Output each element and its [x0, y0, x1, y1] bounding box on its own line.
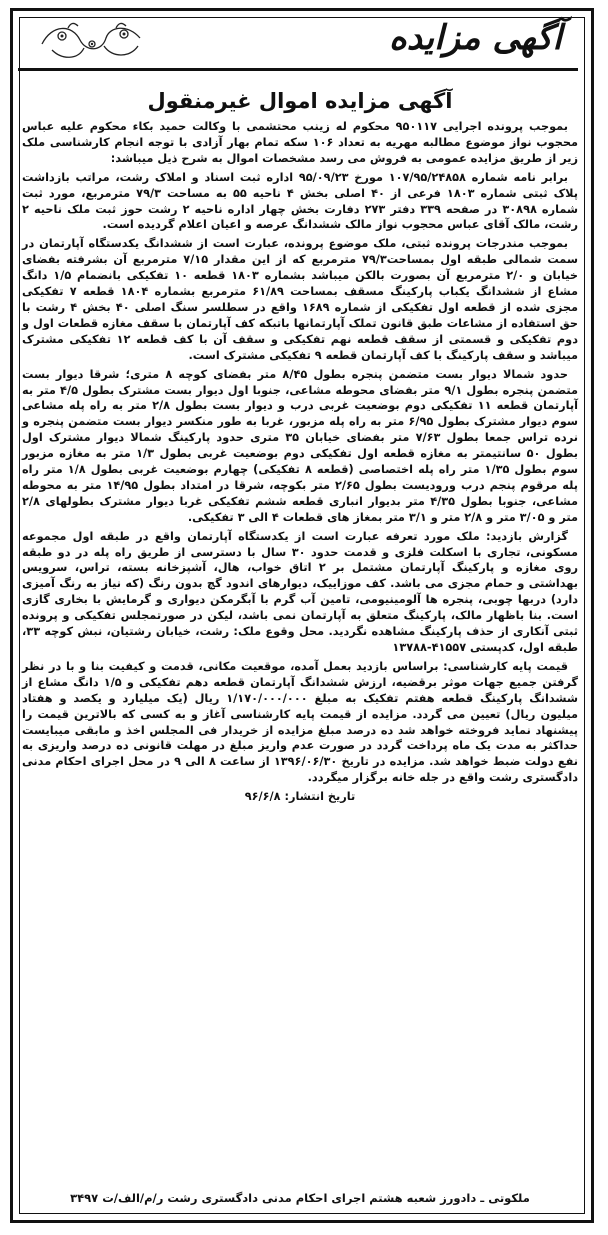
banner-divider — [18, 68, 578, 71]
paragraph-property-description: بموجب مندرجات پرونده ثبتی، ملک موضوع پرونده، عبارت است از ششدانگ یکدستگاه آپارتمان در سمت شمالی طبقه اول بمساحت۷۹/۳ مترمربع که از این مقدار ۷/۱۵ مترمربع آن بشرفته بفضای خیابان و ۲/۰ مترمربع آن بصورت بالکن میباشد بشماره ۱۸۰۳ قطعه ۱۰ تفکیکی بانضمام ۱/۵ دانگ مشاع از ششدانگ یکباب پارکینگ مسقف بمساحت ۶۱/۸۹ مترمربع بشماره ۱۸۰۴ قطعه ۷ تفکیکی مجزی شده از قطعه اول تفکیکی از شماره ۱۶۸۹ واقع در سطلسر سنگ اصلی ۴۰ بخش ۴ رشت با حق استفاده از مشاعات طبق قانون تملک آپارتمانها باتبکه کف آپارتمان با سقف مغازه قطعات اول و دوم تفکیکی و قسمتی از سقف قطعه نهم تفکیکی و سقف آن با کف قطعه ۱۲ تفکیکی مشترک میباشد و سقف پارکینگ با کف آپارتمان قطعه ۹ تفکیکی مشترک است. — [22, 237, 579, 362]
notice-body — [22, 86, 578, 1214]
floral-ornament-icon — [32, 16, 152, 66]
banner-title: آگهی مزایده — [388, 18, 562, 58]
signature-line: ملکوتی ـ دادورز شعبه هشتم اجرای احکام مدنی دادگستری رشت ر/م/الف/ت ۳۴۹۷ — [70, 1191, 530, 1205]
paragraph-inspection-report: گزارش بازدید: ملک مورد تعرفه عبارت است از یکدستگاه آپارتمان واقع در طبقه اول مجموعه مسکونی، تجاری با اسکلت فلزی و قدمت حدود ۳۰ سال با دسترسی از طریق راه پله در دو طبقه روی مغازه و پارکینگ آپارتمان مشتمل بر ۲ اتاق خواب، هال، آشپزخانه بسته، تراس، سرویس بهداشتی و حمام مجزی می باشد. کف موزاییک، دیوارهای اندود گچ بدون رنگ (که نیاز به رنگ آمیزی دارد) دربها چوبی، پنجره ها آلومینیومی، تامین آب گرم با آبگرمکن دیواری و گرمایش با بخاری گازی است. بنا باظهار مالک، پارکینگ متعلق به آپارتمان نمی باشد، لیکن در صورتمجلس تفکیکی و پرونده ثبتی آنکاری از حذف پارکینگ مشاهده نگردید. محل وقوع ملک: رشت، خیابان رشتیان، نبش کوچه ۳۳، طبقه اول، کدپستی ۴۱۵۵۷-۱۳۷۸۸ — [22, 529, 578, 654]
paragraph-boundaries: حدود شمالا دیوار بست متضمن پنجره بطول ۸/۴۵ متر بفضای کوچه ۸ متری؛ شرقا دیوار بست متضمن پنجره بطول ۹/۱ متر بفضای محوطه مشاعی، جنوبا اول دیوار بست مشترک بطول ۴/۵ متر به آپارتمان قطعه ۱۱ تفکیکی دوم بوضعیت غربی درب و دیوار بست بطول ۲/۸ متر به راه پله مشاعی سوم دیوار مشترک بطول ۶/۹۵ متر به راه پله مزبور، غربا به طور منکسر دیوار بست متضمن پنجره و نرده تراس جمعا بطول ۷/۶۳ متر بفضای خیابان ۳۵ متری حدود پارکینگ شمالا دیوار مشترک اول بطول ۵۰ سانتیمتر به مغازه قطعه اول تفکیکی دوم بوضعیت غربی بطول ۱/۳ متر به مغازه مزبور سوم بطول ۱/۳۵ متر راه پله اختصاصی (قطعه ۸ تفکیکی) چهارم بوضعیت غربی بطول ۱/۸ متر راه پله مرقوم پنجم درب ورودیست بطول ۲/۶۵ متر بکوچه، شرقا در امتداد بطول ۱۴/۹۵ متر به محوطه مشاعی، جنوبا بطول ۴/۳۵ متر بدیوار انباری قطعه ششم تفکیکی غربا دیوار مشترک بطولهای ۲/۸ متر و ۳/۰۵ متر و ۲/۸ متر و ۳/۱ متر بمغاز های قطعات ۴ الی ۳ تفکیکی. — [22, 367, 579, 524]
paragraph-base-price: قیمت پایه کارشناسی: براساس بازدید بعمل آمده، موقعیت مکانی، قدمت و کیفیت بنا و با در نظر گرفتن جمیع جهات موثر برقضیه، ارزش ششدانگ آپارتمان قطعه دهم تفکیکی و ۱/۵ دانگ مشاع از ششدانگ پارکینگ قطعه هفتم تفکیک به مبلغ ۱/۱۷۰/۰۰۰/۰۰۰ ریال (یک میلیارد و یکصد و هفتاد میلیون ریال) تعیین می گردد. مزایده از قیمت پایه کارشناسی آغاز و به کسی که بالاترین قیمت را پیشنهاد نماید فروخته خواهد شد ده درصد مبلغ مزایده از خریدار فی المجلس اخذ و مابقی میبایست حداکثر به مدت یک ماه پرداخت گردد در صورت عدم واریز مبلغ در مهلت قانونی ده درصد واریزی به نفع دولت ضبط خواهد شد. مزایده در تاریخ ۱۳۹۶/۰۶/۳۰ از ساعت ۸ الی ۹ در محل اجرای احکام مدنی دادگستری رشت واقع در جله خانه برگزار میگردد. — [22, 659, 579, 785]
publish-date: تاریخ انتشار: ۹۶/۶/۸ — [244, 790, 356, 804]
notice-heading: آگهی مزایده اموال غیرمنقول — [147, 89, 453, 113]
paragraph-intro: بموجب پرونده اجرایی ۹۵۰۱۱۷ محکوم له زینب محتشمی با وکالت حمید بکاء محکوم علیه عباس محجوب نواز موضوع مطالبه مهریه به تعداد ۱۰۶ سکه تمام بهار آزادی با توجه انجام کارشناسی ملک زیر از طریق مزایده عمومی به فروش می رسد مشخصات اموال به شرح ذیل میباشد: — [22, 120, 578, 165]
paragraph-registration: برابر نامه شماره ۱۰۷/۹۵/۲۴۸۵۸ مورخ ۹۵/۰۹/۲۳ اداره ثبت اسناد و املاک رشت، مراتب بازداشت پلاک ثبتی شماره ۱۸۰۳ فرعی از ۴۰ اصلی بخش ۴ ناحیه ۵۵ به مساحت ۷۹/۳ مترمربع، مورد ثبت شماره ۳۰۸۹۸ در صفحه ۳۳۹ دفتر ۲۷۳ دفارت بخش چهار اداره ناحیه ۲ رشت حوز ثبت ملک ناحیه ۲ رشت، مالک آقای عباس محجوب نواز مالک ششدانگ عرصه و اعیان اعلام گردیده است. — [22, 170, 579, 232]
banner — [18, 14, 578, 78]
